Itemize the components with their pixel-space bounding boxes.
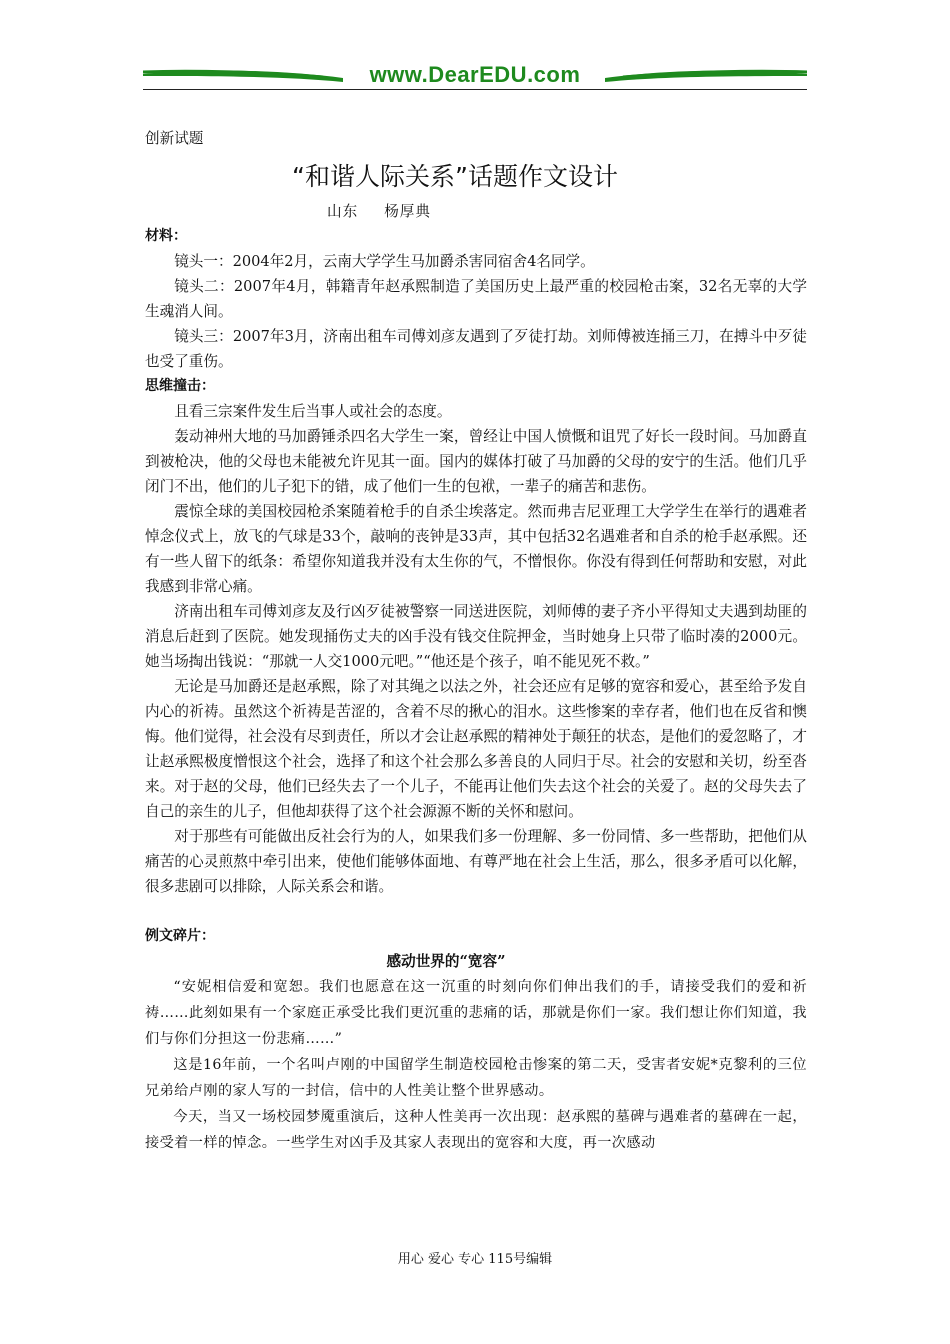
material-paragraph: 镜头一：2004年2月，云南大学学生马加爵杀害同宿舍4名同学。 (174, 253, 595, 270)
document-title: “和谐人际关系”话题作文设计 (292, 162, 618, 191)
example-paragraph: 今天，当又一场校园梦魇重演后，这种人性美再一次出现：赵承熙的墓碑与遇难者的墓碑在一起，接受着一样的悼念。一些学生对凶手及其家人表现出的宽容和大度，再一次感动 (145, 1109, 807, 1151)
author-region: 山东 (327, 203, 359, 220)
document-body (145, 126, 807, 1156)
example-subtitle: 感动世界的“宽容” (386, 953, 506, 970)
thinking-paragraph: 无论是马加爵还是赵承熙，除了对其绳之以法之外，社会还应有足够的宽容和爱心，甚至给予发自内心的祈祷。虽然这个祈祷是苦涩的，含着不尽的揪心的泪水。这些惨案的幸存者，他们也在反省和懊悔。他们觉得，社会没有尽到责任，所以才会让赵承熙的精神处于颠狂的状态，是他们的爱忽略了，才让赵承熙极度憎恨这个社会，选择了和这个社会那么多善良的人同归于尽。社会的安慰和关切，纷至沓来。对于赵的父母，他们已经失去了一个儿子，不能再让他们失去这个社会的关爱了。赵的父母失去了自己的亲生的儿子，但他却获得了这个社会源源不断的关怀和慰问。 (145, 678, 807, 820)
material-paragraph: 镜头二：2007年4月，韩籍青年赵承熙制造了美国历史上最严重的校园枪击案，32名无辜的大学生魂消人间。 (145, 278, 807, 320)
example-paragraph: 这是16年前，一个名叫卢刚的中国留学生制造校园枪击惨案的第二天，受害者安妮*克黎利的三位兄弟给卢刚的家人写的一封信，信中的人性美让整个世界感动。 (145, 1057, 807, 1099)
thinking-paragraph: 震惊全球的美国校园枪杀案随着枪手的自杀尘埃落定。然而弗吉尼亚理工大学学生在举行的遇难者悼念仪式上，放飞的气球是33个，敲响的丧钟是33声，其中包括32名遇难者和自杀的枪手赵承熙。还有一些人留下的纸条：希望你知道我并没有太生你的气，不憎恨你。你没有得到任何帮助和安慰，对此我感到非常心痛。 (145, 503, 807, 595)
header-rule (143, 89, 807, 90)
section-heading-material: 材料： (145, 228, 187, 244)
example-paragraph: “安妮相信爱和宽恕。我们也愿意在这一沉重的时刻向你们伸出我们的手，请接受我们的爱和祈祷……此刻如果有一个家庭正承受比我们更沉重的悲痛的话，那就是你们一家。我们想让你们知道，我们与你们分担这一份悲痛……” (145, 979, 807, 1047)
site-logo[interactable]: www.DearEDU.com (369, 62, 581, 87)
thinking-paragraph: 济南出租车司傅刘彦友及行凶歹徒被警察一同送进医院，刘师傅的妻子齐小平得知丈夫遇到劫匪的消息后赶到了医院。她发现捅伤丈夫的凶手没有钱交住院押金，当时她身上只带了临时凑的2000元。她当场掏出钱说：“那就一人交1000元吧。”“他还是个孩子，咱不能见死不救。” (145, 603, 807, 670)
page-footer: 用心 爱心 专心 115号编辑 (397, 1252, 553, 1267)
author-line (145, 199, 807, 224)
category-label: 创新试题 (145, 130, 204, 147)
section-heading-thinking: 思维撞击： (145, 378, 215, 394)
thinking-paragraph: 对于那些有可能做出反社会行为的人，如果我们多一份理解、多一份同情、多一些帮助，把他们从痛苦的心灵煎熬中牵引出来，使他们能够体面地、有尊严地在社会上生活，那么，很多矛盾可以化解，很多悲剧可以排除，人际关系会和谐。 (145, 828, 807, 895)
thinking-paragraph: 轰动神州大地的马加爵锤杀四名大学生一案，曾经让中国人愤慨和诅咒了好长一段时间。马加爵直到被枪决，他的父母也未能被允许见其一面。国内的媒体打破了马加爵的父母的安宁的生活。他们几乎闭门不出，他们的儿子犯下的错，成了他们一生的包袱，一辈子的痛苦和悲伤。 (145, 428, 807, 495)
author-name: 杨厚典 (384, 203, 431, 220)
material-paragraph: 镜头三：2007年3月，济南出租车司傅刘彦友遇到了歹徒打劫。刘师傅被连捅三刀，在搏斗中歹徒也受了重伤。 (145, 328, 807, 370)
section-heading-example: 例文碎片： (145, 928, 215, 944)
thinking-paragraph: 且看三宗案件发生后当事人或社会的态度。 (174, 403, 452, 420)
